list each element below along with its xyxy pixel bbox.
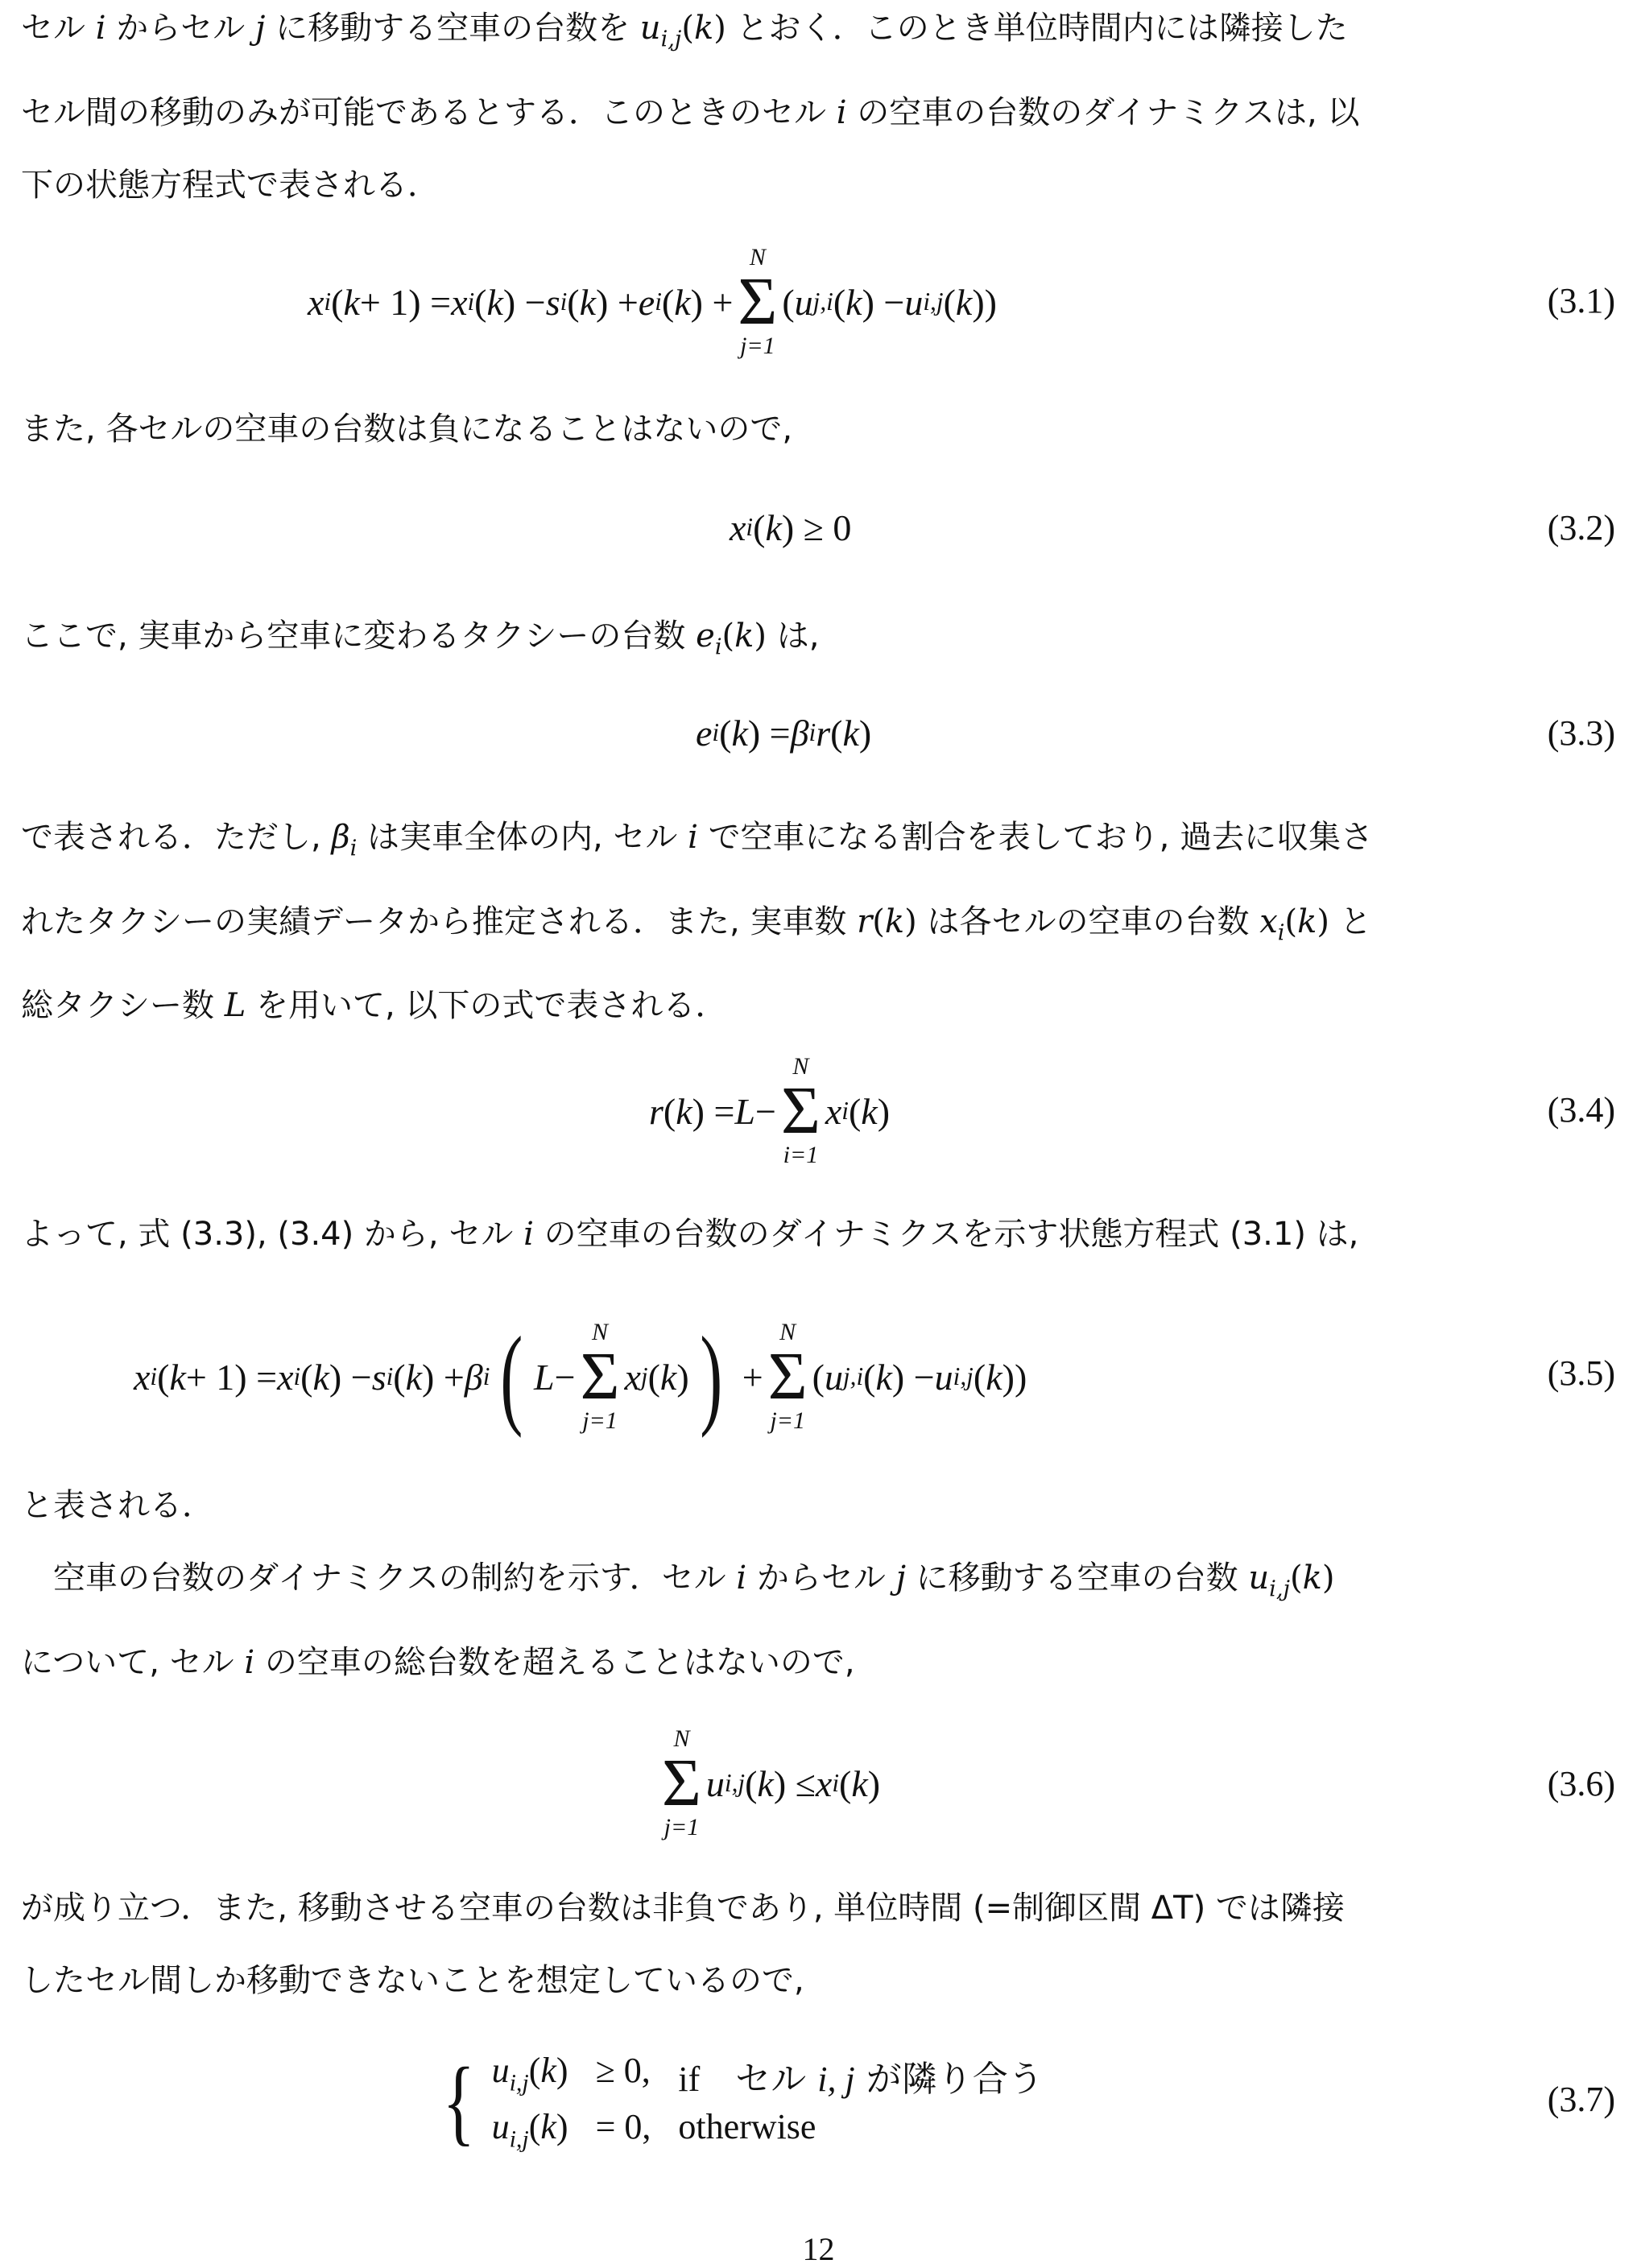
equation-number: (3.2) — [1547, 508, 1615, 547]
equation-3-4: r ( k ) = L − N Σ i=1 x i ( k ) (3.4) — [649, 1053, 1615, 1168]
left-brace: { — [442, 2047, 475, 2154]
equation-3-7 — [21, 2045, 1615, 2158]
equation-3-2: x i ( k ) ≥ 0 (3.2) — [730, 506, 1615, 548]
summation-symbol: N Σ j=1 — [738, 244, 778, 359]
equation-number: (3.7) — [1547, 2080, 1615, 2119]
paragraph-expressed: と表される． — [21, 1487, 214, 1524]
equation-3-6: N Σ j=1 u i,j ( k ) ≤ x i ( k ) (3.6) — [662, 1725, 1615, 1840]
equation-3-1: x i ( k + 1) = x i ( k ) − s i ( k ) + e i ( k ) + N Σ j=1 ( u j,i ( k ) − u i,j ( k )) (3.1) — [308, 244, 1615, 359]
equation-number: (3.6) — [1547, 1764, 1615, 1803]
equation-number: (3.1) — [1547, 281, 1615, 320]
paragraph-beta-definition: で表される．ただし, $\beta_i$ は実車全体の内, セル i で空車になる割合を表しており, 過去に収集さ れたタクシーの実績データから推定される．また, 実車数 r(k) は各セルの空車の台数 $x_i(k)$ と 総タクシー数 L を用いて, 以下の式で表される． — [21, 819, 1374, 1025]
summation-symbol: N Σ j=1 — [580, 1319, 620, 1434]
paragraph-substitution: よって, 式 (3.3), (3.4) から, セル i の空車の台数のダイナミクスを示す状態方程式 (3.1) は, — [21, 1216, 1359, 1253]
paragraph-constraints: 空車の台数のダイナミクスの制約を示す．セル i からセル j に移動する空車の台数 $u_{i,j}(k)$ について, セル i の空車の総台数を超えることはないので, — [21, 1560, 1335, 1681]
summation-symbol: N Σ j=1 — [767, 1319, 808, 1434]
paragraph-intro: セル i からセル j に移動する空車の台数を $u_{i,j}(k)$ とおく．このとき単位時間内には隣接した セル間の移動のみが可能であるとする．このときのセル i の空車の台数のダイナミクスは, 以 下の状態方程式で表される． — [21, 10, 1360, 204]
summation-symbol: N Σ i=1 — [780, 1053, 821, 1168]
equation-3-5: x i ( k + 1) = x i ( k ) − s i ( k ) + β i ( L − N Σ j=1 x j ( k ) ) + N Σ j=1 ( u j,i ( k ) − u i,j ( k )) (3.5) — [134, 1314, 1615, 1439]
paragraph-occupied-to-vacant: ここで, 実車から空車に変わるタクシーの台数 $e_i(k)$ は, — [21, 618, 820, 660]
page-number: 12 — [802, 2231, 835, 2267]
paragraph-adjacency: が成り立つ．また, 移動させる空車の台数は非負であり, 単位時間 (=制御区間 ΔT) では隣接 したセル間しか移動できないことを想定しているので, — [21, 1890, 1345, 1999]
equation-3-3: e i ( k ) = β i r ( k ) (3.3) — [696, 712, 1615, 754]
paper-page — [21, 0, 1615, 2266]
equation-number: (3.3) — [1547, 713, 1615, 753]
equation-number: (3.5) — [1547, 1353, 1615, 1393]
equation-number: (3.4) — [1547, 1090, 1615, 1130]
cases-block: $u_{i,j}(k)$ ≥ 0, if セル i, j が隣り合う $u_{i,j}(k)$ = 0, otherwise — [491, 2050, 1044, 2153]
paragraph-nonneg: また, 各セルの空車の台数は負になることはないので, — [21, 411, 793, 448]
summation-symbol: N Σ j=1 — [662, 1725, 701, 1840]
